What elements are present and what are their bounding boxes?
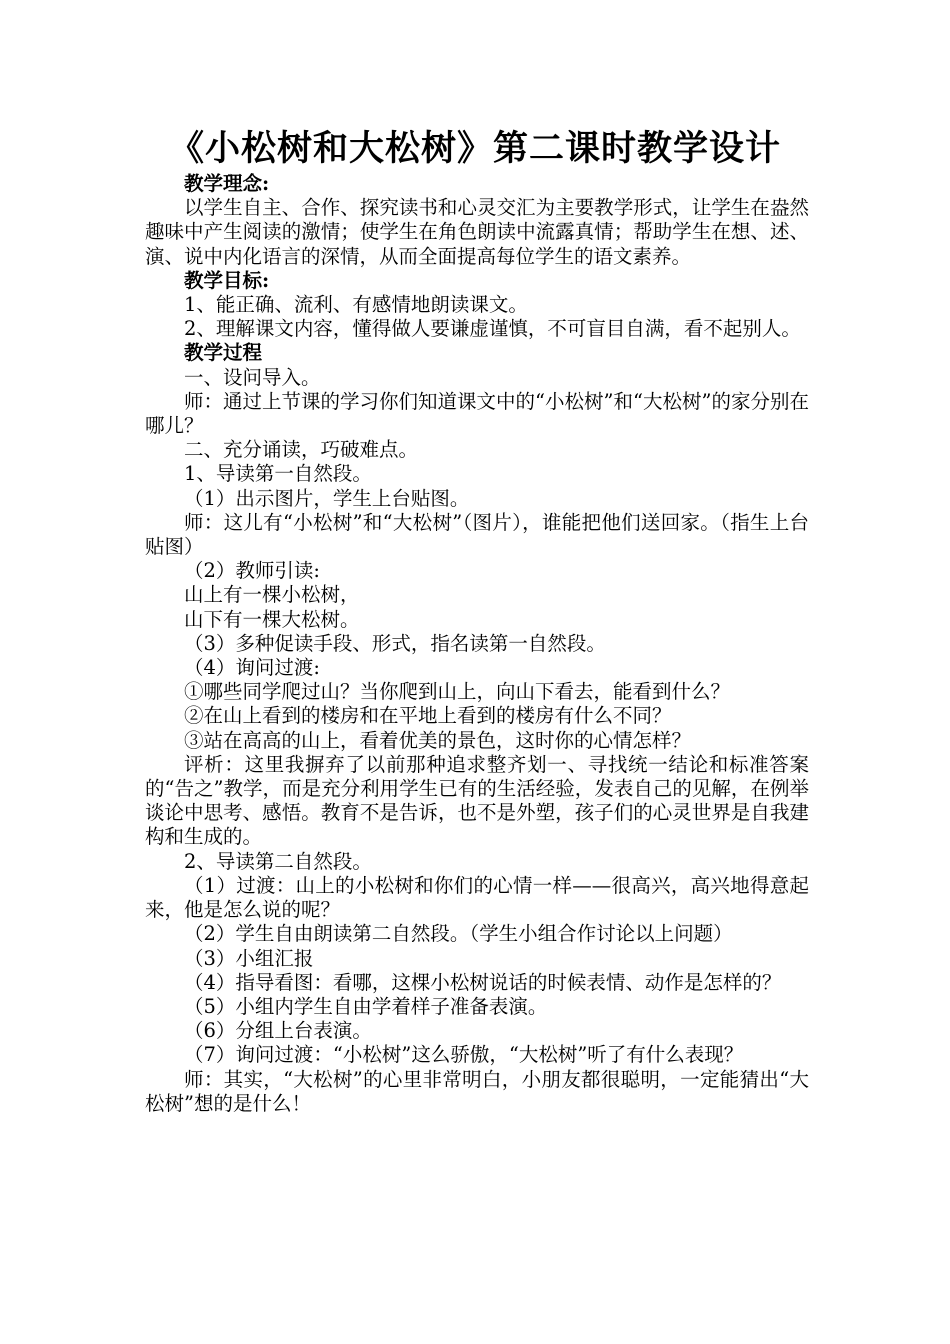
paragraph: ①哪些同学爬过山？当你爬到山上，向山下看去，能看到什么？ (184, 680, 731, 704)
paragraph: （1）出示图片，学生上台贴图。 (184, 486, 470, 510)
section-heading-process: 教学过程 (184, 341, 263, 365)
paragraph: 一、设问导入。 (184, 365, 321, 389)
document-body (145, 172, 809, 1116)
paragraph: 1、导读第一自然段。 (184, 462, 372, 486)
paragraph: （1）过渡：山上的小松树和你们的心情一样——很高兴，高兴地得意起来，他是怎么说的呢？ (145, 873, 809, 922)
paragraph: ②在山上看到的楼房和在平地上看到的楼房有什么不同？ (184, 704, 672, 728)
paragraph: （3）小组汇报 (184, 946, 314, 970)
section-heading-goals: 教学目标: (184, 268, 270, 292)
paragraph: 评析：这里我摒弃了以前那种追求整齐划一、寻找统一结论和标准答案的“告之”教学，而是充分利用学生已有的生活经验，发表自己的见解，在例举谈论中思考、感悟。教育不是告诉，也不是外塑，孩子们的心灵世界是自我建构和生成的。 (145, 752, 809, 849)
paragraph: 师：这儿有“小松树”和“大松树”（图片），谁能把他们送回家。（指生上台贴图） (145, 510, 809, 559)
paragraph: （3）多种促读手段、形式，指名读第一自然段。 (184, 631, 606, 655)
paragraph: 师：其实，“大松树”的心里非常明白，小朋友都很聪明，一定能猜出“大松树”想的是什么！ (145, 1067, 809, 1115)
paragraph: ③站在高高的山上，看着优美的景色，这时你的心情怎样？ (184, 728, 692, 752)
paragraph: （5）小组内学生自由学着样子准备表演。 (184, 994, 548, 1018)
paragraph: 2、导读第二自然段。 (184, 849, 372, 873)
paragraph: （2）学生自由朗读第二自然段。（学生小组合作讨论以上问题） (184, 922, 733, 946)
paragraph: 山下有一棵大松树。 (184, 607, 360, 631)
paragraph: 以学生自主、合作、探究读书和心灵交汇为主要教学形式，让学生在盎然趣味中产生阅读的激情；使学生在角色朗读中流露真情；帮助学生在想、述、演、说中内化语言的深情，从而全面提高每位学生的语文素养。 (145, 196, 809, 268)
paragraph: （6）分组上台表演。 (184, 1019, 372, 1043)
paragraph: 2、理解课文内容，懂得做人要谦虚谨慎，不可盲目自满，看不起别人。 (184, 317, 801, 341)
paragraph: （4）询问过渡: (184, 656, 320, 680)
document-title: 《小松树和大松树》第二课时教学设计 (168, 128, 781, 169)
paragraph: （4）指导看图：看哪，这棵小松树说话的时候表情、动作是怎样的？ (184, 970, 782, 994)
paragraph: （7）询问过渡：“小松树”这么骄傲，“大松树”听了有什么表现？ (184, 1043, 744, 1067)
section-heading-philosophy: 教学理念: (184, 172, 270, 195)
paragraph: 二、充分诵读，巧破难点。 (184, 438, 419, 462)
paragraph: 山上有一棵小松树， (184, 583, 360, 607)
paragraph: 1、能正确、流利、有感情地朗读课文。 (184, 293, 528, 317)
paragraph: 师：通过上节课的学习你们知道课文中的“小松树”和“大松树”的家分别在哪儿？ (145, 389, 809, 438)
paragraph: （2）教师引读: (184, 559, 320, 583)
